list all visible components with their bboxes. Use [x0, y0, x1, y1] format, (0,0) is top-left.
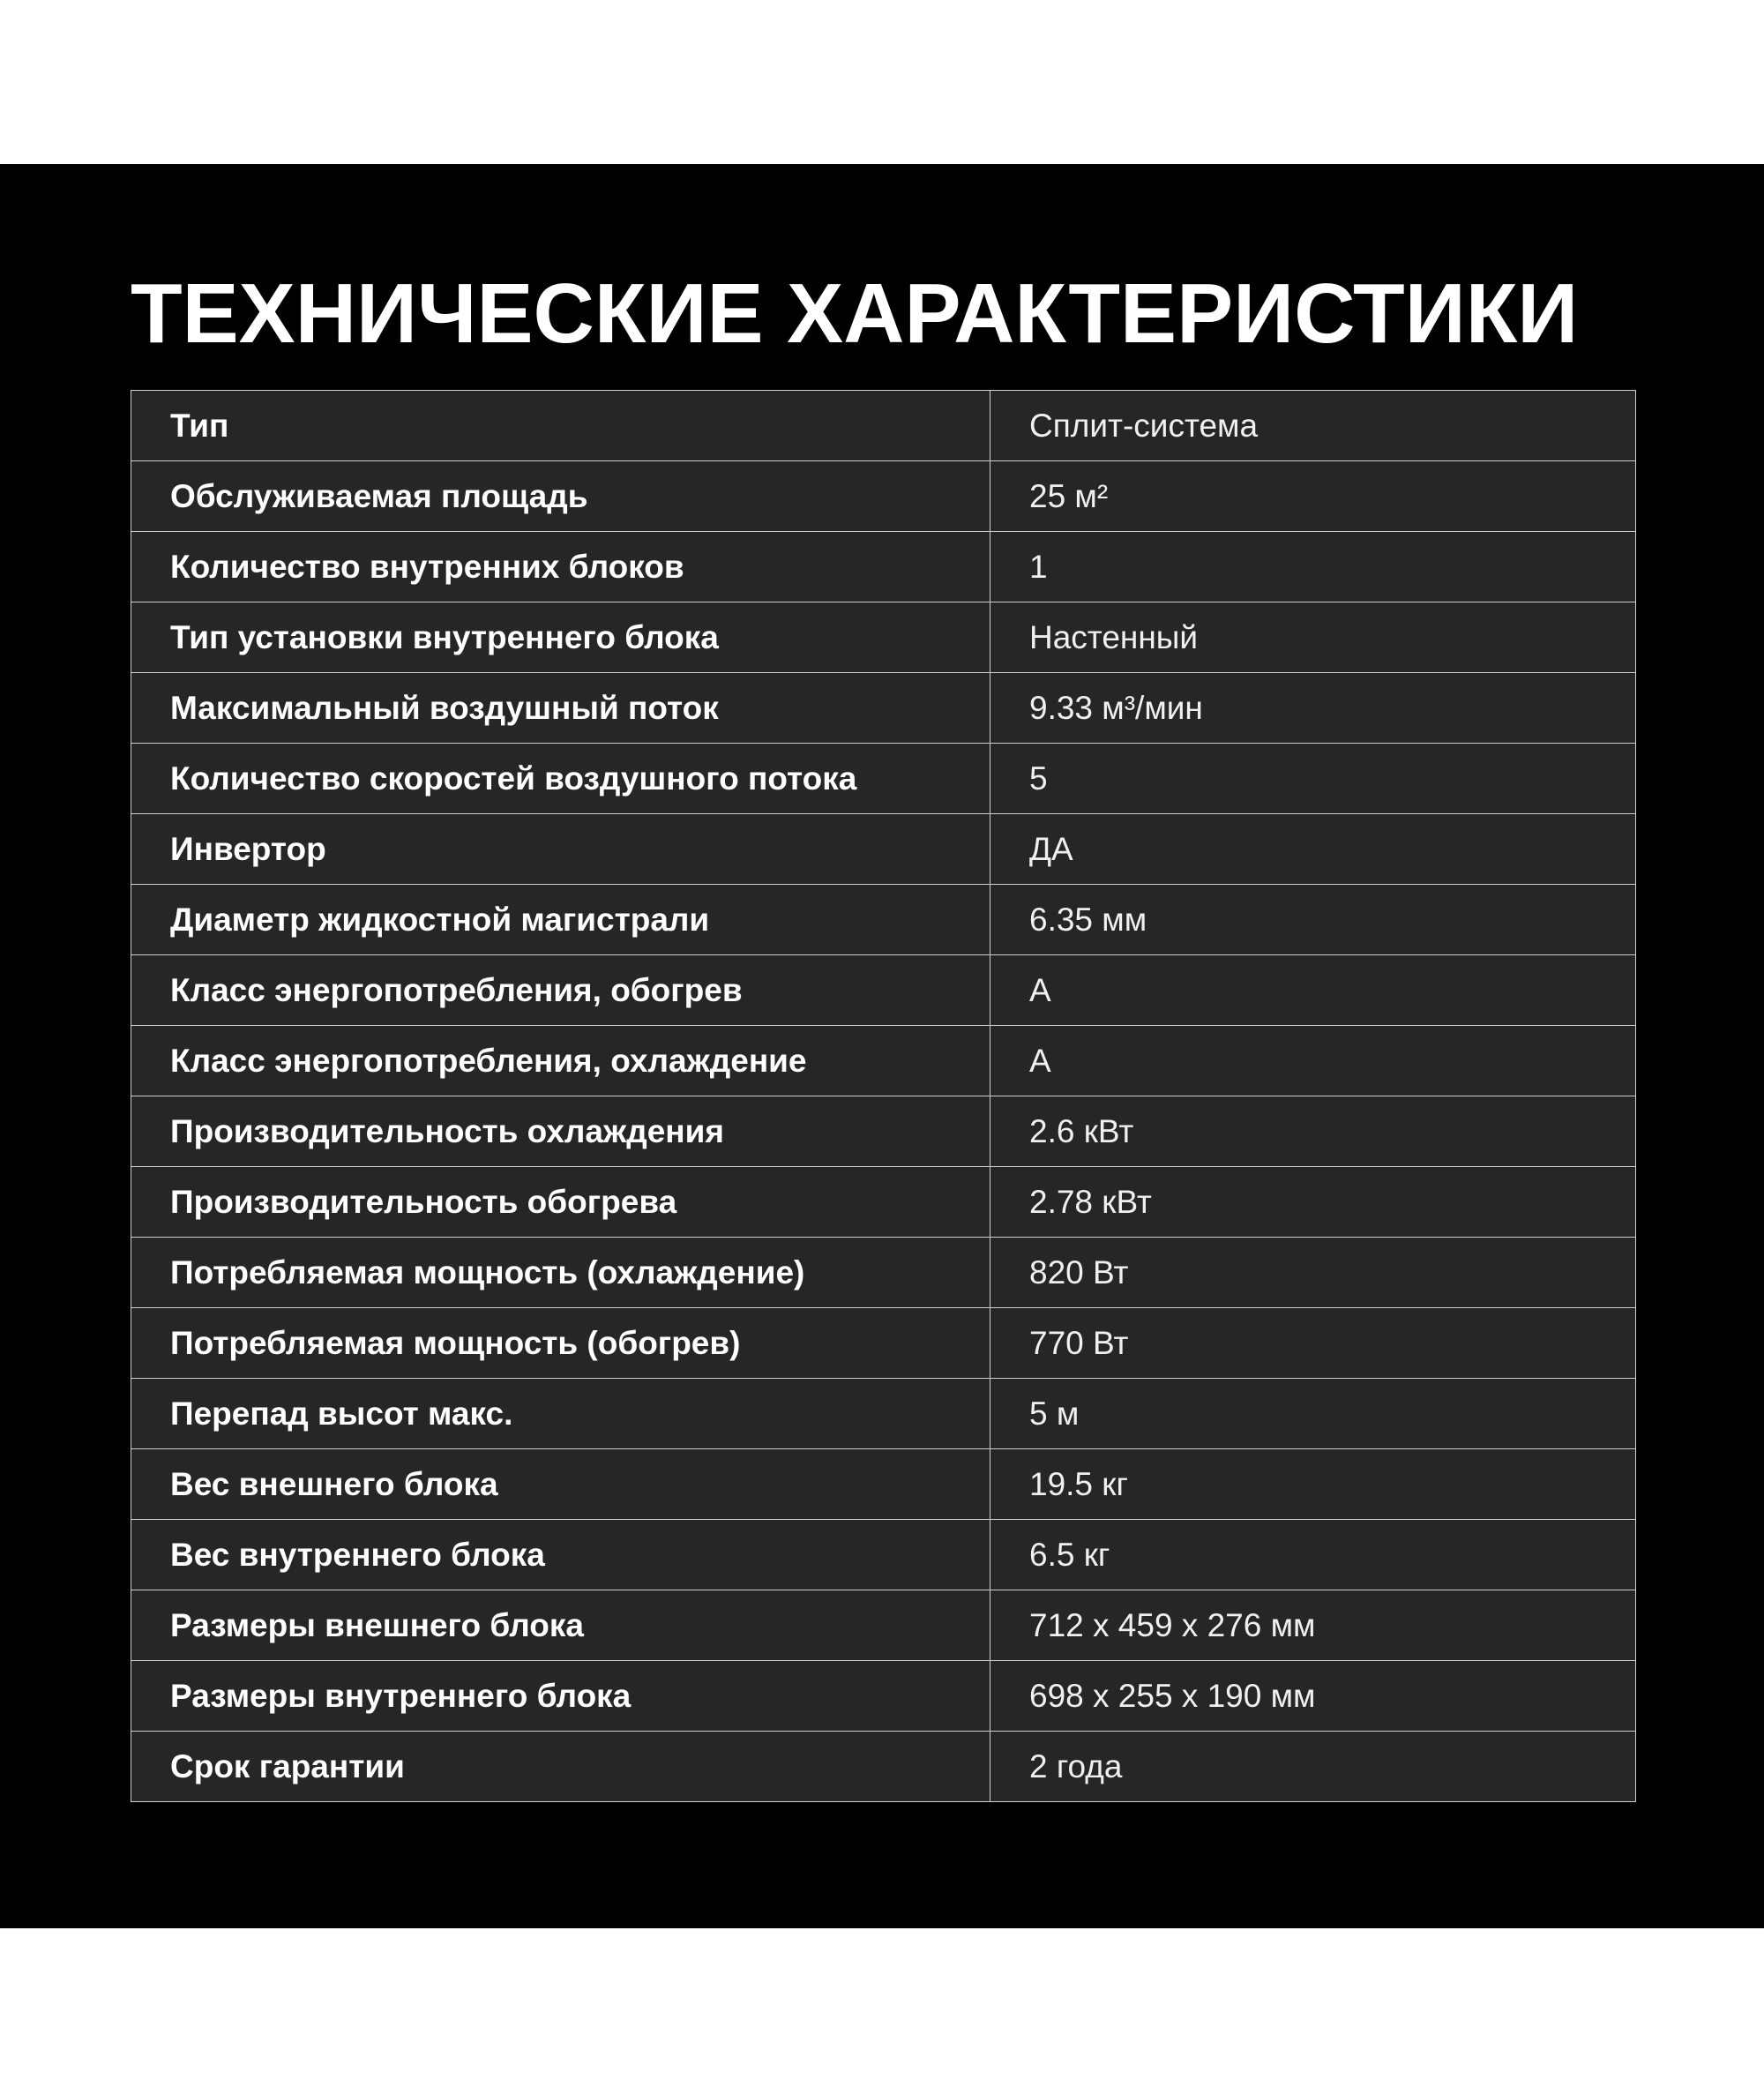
specs-table	[131, 390, 1636, 1802]
spec-name: Диаметр жидкостной магистрали	[131, 885, 990, 955]
spec-value: 820 Вт	[990, 1238, 1636, 1308]
spec-value: 698 x 255 x 190 мм	[990, 1661, 1636, 1732]
spec-name: Тип установки внутреннего блока	[131, 602, 990, 673]
table-row	[131, 814, 1636, 885]
spec-name: Производительность обогрева	[131, 1167, 990, 1238]
spec-value: ДА	[990, 814, 1636, 885]
table-row	[131, 1308, 1636, 1379]
specs-table-body	[131, 391, 1636, 1802]
table-row	[131, 602, 1636, 673]
table-row	[131, 1449, 1636, 1520]
spec-name: Класс энергопотребления, обогрев	[131, 955, 990, 1026]
spec-value: Сплит-система	[990, 391, 1636, 461]
spec-value: 25 м²	[990, 461, 1636, 532]
spec-name: Количество внутренних блоков	[131, 532, 990, 602]
spec-name: Потребляемая мощность (обогрев)	[131, 1308, 990, 1379]
spec-name: Класс энергопотребления, охлаждение	[131, 1026, 990, 1096]
spec-name: Перепад высот макс.	[131, 1379, 990, 1449]
spec-name: Тип	[131, 391, 990, 461]
spec-value: 770 Вт	[990, 1308, 1636, 1379]
spec-value: A	[990, 1026, 1636, 1096]
spec-value: A	[990, 955, 1636, 1026]
spec-name: Инвертор	[131, 814, 990, 885]
spec-value: 2.78 кВт	[990, 1167, 1636, 1238]
table-row	[131, 1661, 1636, 1732]
spec-value: 6.35 мм	[990, 885, 1636, 955]
spec-value: Настенный	[990, 602, 1636, 673]
table-row	[131, 885, 1636, 955]
spec-name: Производительность охлаждения	[131, 1096, 990, 1167]
page-title: ТЕХНИЧЕСКИЕ ХАРАКТЕРИСТИКИ	[131, 266, 1579, 361]
table-row	[131, 955, 1636, 1026]
table-row	[131, 532, 1636, 602]
spec-value: 19.5 кг	[990, 1449, 1636, 1520]
spec-value: 1	[990, 532, 1636, 602]
spec-value: 2 года	[990, 1732, 1636, 1802]
table-row	[131, 1096, 1636, 1167]
spec-name: Вес внешнего блока	[131, 1449, 990, 1520]
table-row	[131, 1520, 1636, 1590]
table-row	[131, 461, 1636, 532]
table-row	[131, 1379, 1636, 1449]
spec-value: 9.33 м³/мин	[990, 673, 1636, 744]
spec-value: 5	[990, 744, 1636, 814]
spec-name: Срок гарантии	[131, 1732, 990, 1802]
table-row	[131, 1238, 1636, 1308]
spec-value: 2.6 кВт	[990, 1096, 1636, 1167]
spec-name: Потребляемая мощность (охлаждение)	[131, 1238, 990, 1308]
table-row	[131, 1167, 1636, 1238]
spec-name: Количество скоростей воздушного потока	[131, 744, 990, 814]
spec-name: Максимальный воздушный поток	[131, 673, 990, 744]
spec-name: Обслуживаемая площадь	[131, 461, 990, 532]
spec-name: Размеры внешнего блока	[131, 1590, 990, 1661]
table-row	[131, 1732, 1636, 1802]
table-row	[131, 1026, 1636, 1096]
table-row	[131, 391, 1636, 461]
spec-name: Размеры внутреннего блока	[131, 1661, 990, 1732]
spec-name: Вес внутреннего блока	[131, 1520, 990, 1590]
table-row	[131, 1590, 1636, 1661]
table-row	[131, 673, 1636, 744]
spec-value: 712 x 459 x 276 мм	[990, 1590, 1636, 1661]
table-row	[131, 744, 1636, 814]
spec-value: 5 м	[990, 1379, 1636, 1449]
spec-value: 6.5 кг	[990, 1520, 1636, 1590]
